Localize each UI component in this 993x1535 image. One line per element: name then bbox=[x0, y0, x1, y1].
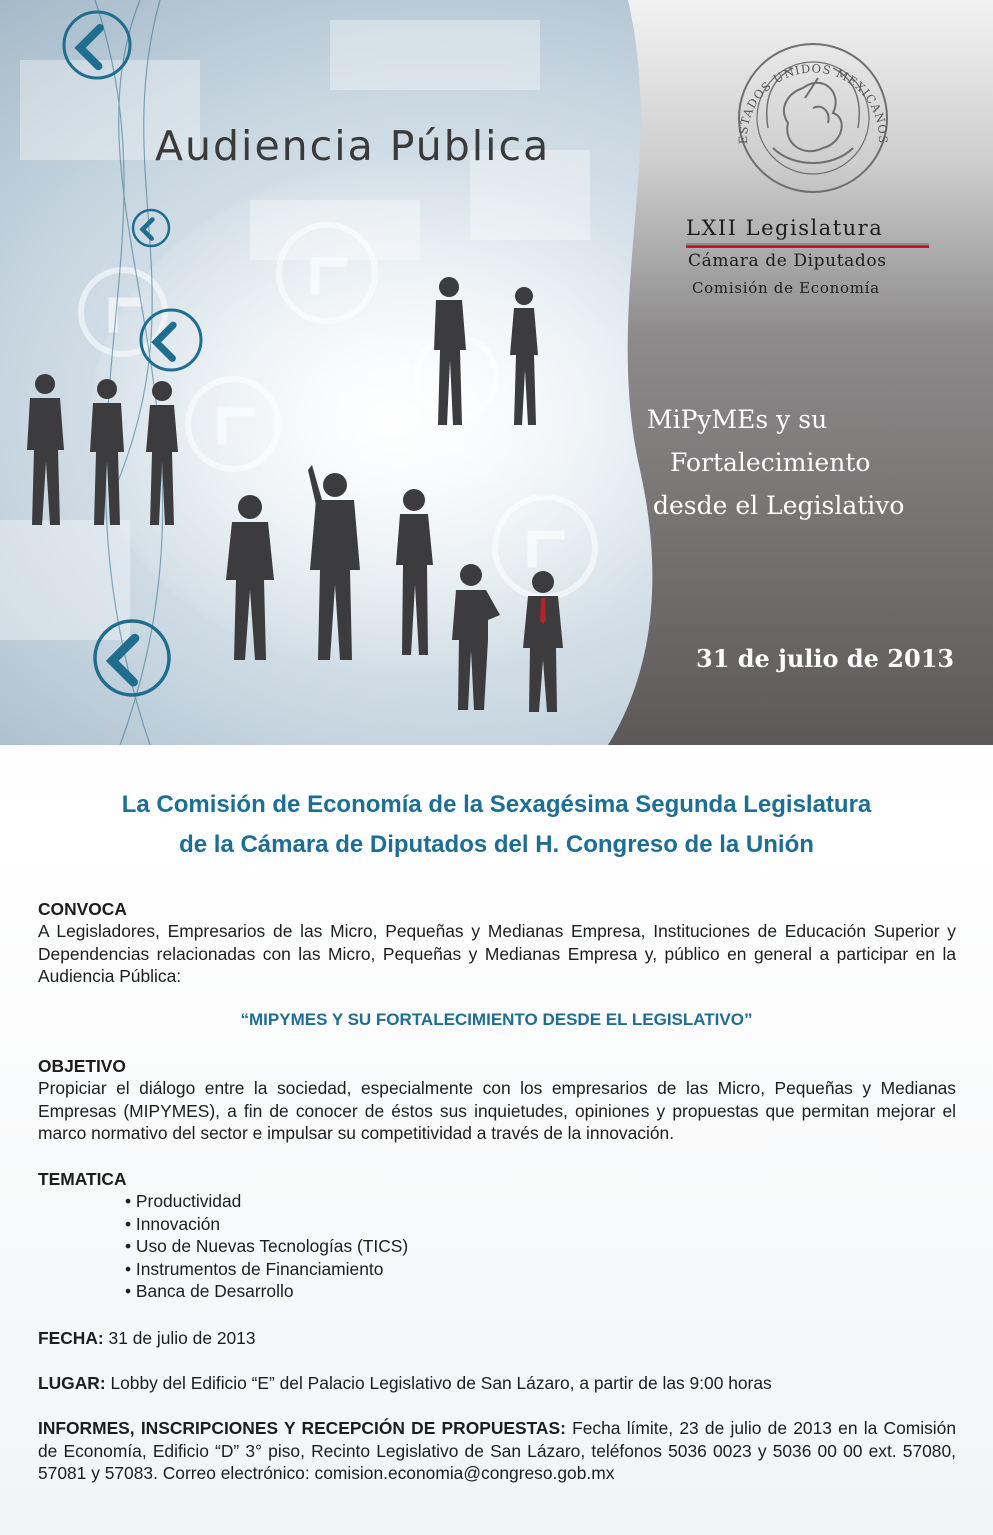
fecha-label: FECHA: bbox=[38, 1328, 104, 1348]
event-date: 31 de julio de 2013 bbox=[696, 644, 955, 673]
camara-label: Cámara de Diputados bbox=[688, 251, 887, 271]
event-quote: “MIPYMES Y SU FORTALECIMIENTO DESDE EL LEGISLATIVO” bbox=[240, 1010, 753, 1029]
banner bbox=[0, 0, 993, 745]
main-heading-line-2: de la Cámara de Diputados del H. Congreso de la Unión bbox=[179, 831, 814, 858]
event-title-line-3: desde el Legislativo bbox=[653, 491, 905, 520]
lugar-label: LUGAR: bbox=[38, 1373, 106, 1393]
list-item: • Productividad bbox=[125, 1190, 408, 1213]
convoca-text: A Legisladores, Empresarios de las Micro, Pequeñas y Medianas Empresa, Instituciones de Educación Superior y Dependencias relacionadas con las Micro, Pequeñas y Medianas Empresa y, público en general a participar en la Audiencia Pública: bbox=[38, 921, 956, 986]
audiencia-title: Audiencia Pública bbox=[155, 122, 551, 170]
event-title-line-2: Fortalecimiento bbox=[670, 448, 871, 477]
event-title-line-1: MiPyMEs y su bbox=[647, 405, 828, 434]
objetivo-text: Propiciar el diálogo entre la sociedad, especialmente con los empresarios de las Micro, Pequeñas y Medianas Empresas (MIPYMES), a fin de conocer de éstos sus inquietudes, opiniones y propuestas que permitan mejorar el marco normativo del sector e impulsar su competitividad a través de la innovación. bbox=[38, 1078, 956, 1143]
legislatura-rule bbox=[686, 243, 929, 248]
objetivo-label: OBJETIVO bbox=[38, 1056, 126, 1076]
convoca-label: CONVOCA bbox=[38, 899, 127, 919]
event-title bbox=[615, 398, 975, 527]
comision-label: Comisión de Economía bbox=[692, 279, 880, 297]
main-heading-line-1: La Comisión de Economía de la Sexagésima Segunda Legislatura bbox=[121, 791, 872, 818]
fecha-value: 31 de julio de 2013 bbox=[108, 1328, 256, 1348]
tematica-label: TEMATICA bbox=[38, 1169, 127, 1189]
list-item: • Instrumentos de Financiamiento bbox=[125, 1258, 408, 1281]
poster-body bbox=[0, 745, 993, 1535]
list-item: • Innovación bbox=[125, 1213, 408, 1236]
list-item: • Uso de Nuevas Tecnologías (TICS) bbox=[125, 1235, 408, 1258]
lugar-value: Lobby del Edificio “E” del Palacio Legislativo de San Lázaro, a partir de las 9:00 horas bbox=[110, 1373, 772, 1393]
right-panel bbox=[0, 0, 993, 745]
legislatura-title: LXII Legislatura bbox=[686, 216, 884, 240]
informes-value: Fecha límite, 23 de julio de 2013 en la Comisión de Economía, Edificio “D” 3° piso, Recinto Legislativo de San Lázaro, teléfonos 5036 0023 y 5036 00 00 ext. 57080, 57081 y 57083. Correo electrónico: comision.economia@congreso.gob.mx bbox=[38, 1418, 956, 1483]
main-heading bbox=[0, 785, 993, 865]
tematica-list bbox=[125, 1190, 408, 1303]
informes-label: INFORMES, INSCRIPCIONES Y RECEPCIÓN DE PROPUESTAS: bbox=[38, 1418, 566, 1438]
informes-paragraph bbox=[38, 1417, 956, 1485]
list-item: • Banca de Desarrollo bbox=[125, 1280, 408, 1303]
fecha-line bbox=[38, 1327, 956, 1350]
seal-text: ESTADOS UNIDOS MEXICANOS bbox=[735, 61, 891, 145]
lugar-line bbox=[38, 1372, 956, 1395]
